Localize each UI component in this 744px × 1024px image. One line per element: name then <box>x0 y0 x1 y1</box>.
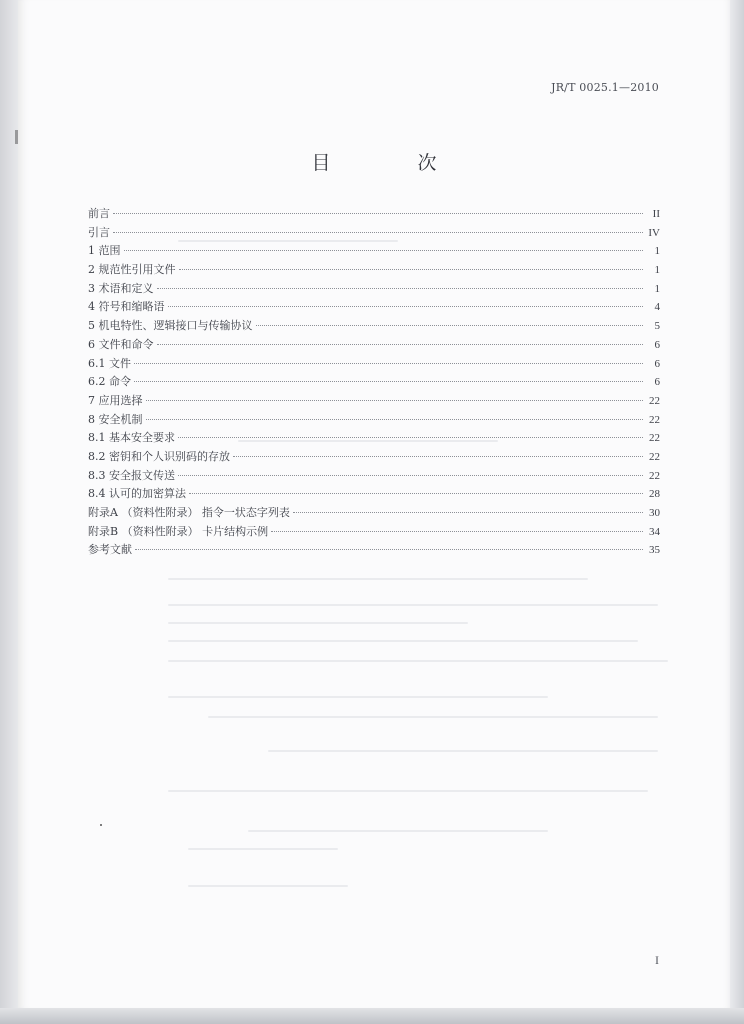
toc-entry-page: 30 <box>649 507 660 519</box>
toc-entry <box>88 485 660 504</box>
toc-entry-title: 6.1 文件 <box>88 356 131 370</box>
toc-entry <box>88 392 660 411</box>
toc-entry-title: 5 机电特性、逻辑接口与传输协议 <box>88 319 253 333</box>
toc-dot-leader <box>168 306 644 307</box>
toc-dot-leader <box>146 419 644 420</box>
toc-entry <box>88 541 660 560</box>
toc-dot-leader <box>124 250 644 251</box>
scan-speck <box>100 824 102 826</box>
toc-dot-leader <box>178 437 643 438</box>
toc-entry-page: 4 <box>654 301 660 314</box>
page-edge-right <box>730 0 744 1024</box>
toc-entry <box>88 280 660 299</box>
toc-entry <box>88 242 660 261</box>
toc-entry-page: 22 <box>649 469 660 482</box>
toc-entry-page: 22 <box>649 394 660 407</box>
toc-entry-page: 1 <box>654 264 660 277</box>
toc-entry <box>88 317 660 336</box>
toc-dot-leader <box>157 344 644 345</box>
page-number: I <box>655 953 659 967</box>
toc-entry-title: 引言 <box>88 225 110 239</box>
document-page <box>18 0 730 1008</box>
toc-entry <box>88 355 660 374</box>
toc-entry <box>88 298 660 317</box>
document-identifier: JR/T 0025.1—2010 <box>551 81 659 94</box>
toc-entry-page: 34 <box>649 525 660 538</box>
toc-entry-page: 22 <box>649 450 660 463</box>
toc-entry-page: 22 <box>649 413 660 426</box>
toc-dot-leader <box>189 493 643 494</box>
toc-entry-title: 6.2 命令 <box>88 375 131 389</box>
toc-entry <box>88 467 660 486</box>
toc-entry <box>88 411 660 430</box>
toc-entry-page: 6 <box>654 338 660 351</box>
toc-entry-page: IV <box>648 226 660 239</box>
toc-entry-title: 3 术语和定义 <box>88 281 154 295</box>
toc-dot-leader <box>146 400 644 401</box>
toc-entry <box>88 429 660 448</box>
toc-entry-page: 5 <box>654 320 660 333</box>
toc-dot-leader <box>134 381 643 382</box>
page-edge-left <box>0 0 18 1024</box>
page-title: 目 次 <box>311 152 471 174</box>
table-of-contents <box>88 205 660 560</box>
toc-entry-page: 1 <box>654 282 660 295</box>
toc-entry-page: 22 <box>649 432 660 445</box>
toc-dot-leader <box>256 325 644 326</box>
toc-dot-leader <box>293 512 643 513</box>
toc-entry-title: 附录A （资料性附录） 指令一状态字列表 <box>88 506 290 519</box>
toc-entry-page: 6 <box>654 376 660 389</box>
toc-entry-title: 8.3 安全报文传送 <box>88 468 175 482</box>
toc-dot-leader <box>113 232 643 233</box>
toc-entry <box>88 373 660 392</box>
toc-entry-title: 前言 <box>88 207 110 220</box>
toc-dot-leader <box>135 549 643 550</box>
toc-entry-page: 6 <box>654 357 660 370</box>
toc-entry-title: 参考文献 <box>88 543 132 557</box>
toc-entry-title: 4 符号和缩略语 <box>88 300 165 314</box>
toc-dot-leader <box>157 288 644 289</box>
toc-dot-leader <box>134 363 643 364</box>
toc-entry-title: 1 范围 <box>88 244 121 258</box>
toc-entry-page: 35 <box>649 544 660 557</box>
toc-entry-title: 6 文件和命令 <box>88 337 154 351</box>
page-edge-bottom <box>0 1008 744 1024</box>
toc-dot-leader <box>178 475 643 476</box>
toc-entry-title: 8.4 认可的加密算法 <box>88 487 186 501</box>
toc-entry-title: 8.1 基本安全要求 <box>88 431 175 445</box>
toc-dot-leader <box>233 456 643 457</box>
toc-dot-leader <box>271 531 643 532</box>
toc-entry <box>88 448 660 467</box>
toc-entry-title: 8 安全机制 <box>88 412 143 426</box>
toc-entry-title: 附录B （资料性附录） 卡片结构示例 <box>88 524 269 538</box>
toc-dot-leader <box>113 213 643 214</box>
toc-entry-page: 28 <box>649 488 660 501</box>
toc-entry-page: 1 <box>654 245 660 258</box>
toc-entry-title: 8.2 密钥和个人识别码的存放 <box>88 449 230 463</box>
toc-dot-leader <box>179 269 644 270</box>
toc-entry-page: II <box>652 208 660 220</box>
toc-entry <box>88 336 660 355</box>
toc-entry-title: 2 规范性引用文件 <box>88 263 176 277</box>
toc-entry <box>88 205 660 224</box>
toc-entry <box>88 504 660 523</box>
toc-entry <box>88 523 660 542</box>
toc-entry <box>88 261 660 280</box>
toc-entry-title: 7 应用选择 <box>88 393 143 407</box>
